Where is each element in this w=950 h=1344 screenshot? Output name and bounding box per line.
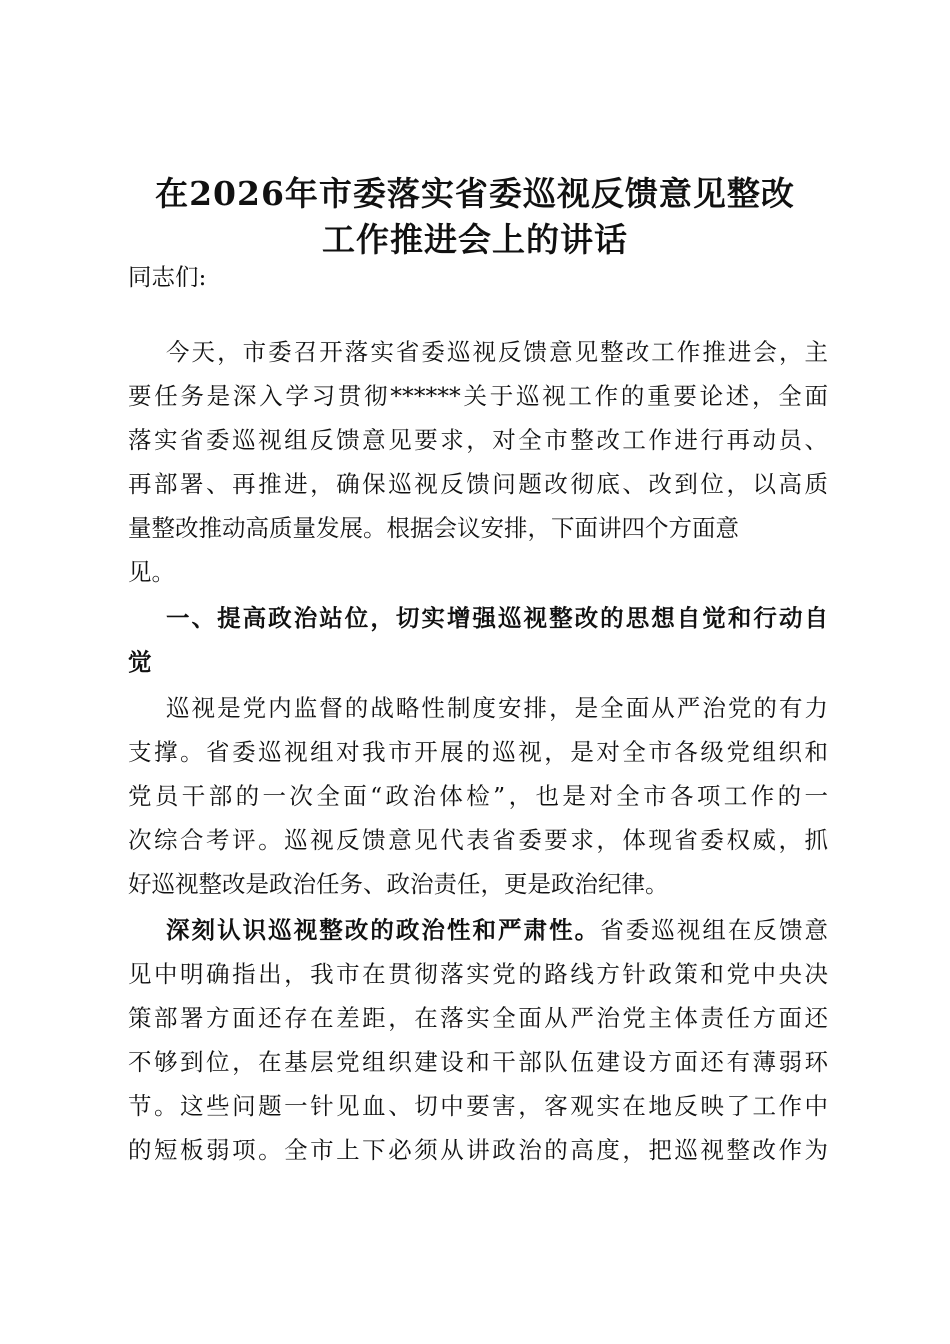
paragraph-line: 巡视是党内监督的战略性制度安排，是全面从严治党的有力 bbox=[166, 694, 828, 722]
intro-line: 再部署、再推进，确保巡视反馈问题改彻底、改到位，以高质 bbox=[128, 470, 828, 498]
section-heading-line: 觉 bbox=[128, 648, 152, 676]
paragraph-line: 见中明确指出，我市在贯彻落实党的路线方针政策和党中央决 bbox=[128, 960, 828, 988]
salutation: 同志们: bbox=[128, 263, 207, 291]
paragraph-line: 好巡视整改是政治任务、政治责任，更是政治纪律。 bbox=[128, 870, 669, 898]
intro-line: 量整改推动高质量发展。根据会议安排，下面讲四个方面意 bbox=[128, 514, 739, 542]
paragraph-line: 策部署方面还存在差距，在落实全面从严治党主体责任方面还 bbox=[128, 1004, 828, 1032]
intro-line: 要任务是深入学习贯彻******关于巡视工作的重要论述，全面 bbox=[128, 382, 828, 410]
paragraph-line bbox=[166, 914, 828, 946]
paragraph-line: 不够到位，在基层党组织建设和干部队伍建设方面还有薄弱环 bbox=[128, 1048, 828, 1076]
intro-line: 见。 bbox=[128, 558, 175, 586]
paragraph-line: 的短板弱项。全市上下必须从讲政治的高度，把巡视整改作为 bbox=[128, 1136, 828, 1164]
paragraph-bold-lead: 深刻认识巡视整改的政治性和严肃性。 bbox=[166, 916, 601, 944]
paragraph-line: 次综合考评。巡视反馈意见代表省委要求，体现省委权威，抓 bbox=[128, 826, 828, 854]
document-title-line-2: 工作推进会上的讲话 bbox=[322, 220, 628, 259]
paragraph-line: 党员干部的一次全面“政治体检”，也是对全市各项工作的一 bbox=[128, 782, 828, 810]
intro-line: 今天，市委召开落实省委巡视反馈意见整改工作推进会，主 bbox=[166, 338, 828, 366]
section-heading-line: 一、提高政治站位，切实增强巡视整改的思想自觉和行动自 bbox=[166, 604, 828, 632]
paragraph-line: 支撑。省委巡视组对我市开展的巡视，是对全市各级党组织和 bbox=[128, 738, 828, 766]
intro-line: 落实省委巡视组反馈意见要求，对全市整改工作进行再动员、 bbox=[128, 426, 828, 454]
paragraph-text: 省委巡视组在反馈意 bbox=[600, 916, 828, 944]
document-title-line-1: 在2026年市委落实省委巡视反馈意见整改 bbox=[155, 174, 795, 213]
paragraph-line: 节。这些问题一针见血、切中要害，客观实在地反映了工作中 bbox=[128, 1092, 828, 1120]
